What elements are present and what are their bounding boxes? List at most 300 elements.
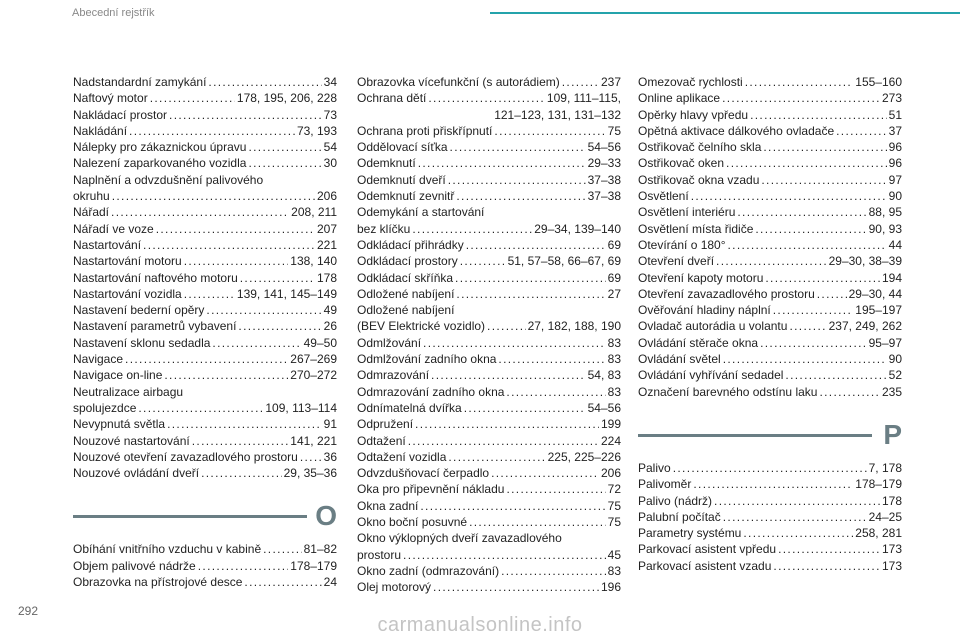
index-entry-line [638, 384, 902, 400]
dot-leader [263, 541, 302, 557]
watermark: carmanualsonline.info [377, 614, 583, 636]
dot-leader [129, 123, 295, 139]
index-column-1 [73, 74, 337, 590]
dot-leader [673, 460, 867, 476]
index-entry-line [73, 270, 337, 286]
index-entry-term: Označení barevného odstínu laku [638, 384, 818, 399]
index-entry-term: Odmlžování zadního okna [357, 352, 497, 367]
index-entry-pages: 208, 211 [291, 205, 337, 220]
index-entry [638, 74, 902, 90]
index-entry-line [73, 237, 337, 253]
index-entry [357, 481, 621, 497]
index-entry-term: Ovládání stěrače okna [638, 335, 759, 350]
dot-leader [778, 541, 880, 557]
dot-leader [184, 253, 289, 269]
index-entry-line [638, 172, 902, 188]
dot-leader [773, 558, 880, 574]
index-entry [73, 123, 337, 139]
index-entry [73, 574, 337, 590]
index-entry [638, 204, 902, 220]
index-entry-line [638, 237, 902, 253]
index-entry-term: Nouzové nastartování [73, 433, 190, 448]
dot-leader [300, 449, 322, 465]
index-entry-pages: 27, 182, 188, 190 [527, 319, 621, 334]
index-entry [638, 221, 902, 237]
index-entry-pages: 26 [323, 319, 337, 334]
index-entry [73, 172, 337, 205]
index-entry-pages: 72 [607, 482, 621, 497]
index-entry-term: Nouzové otevření zavazadlového prostoru [73, 449, 298, 464]
index-entry [357, 270, 621, 286]
index-entry-pages: 37–38 [587, 172, 621, 187]
index-entry [357, 155, 621, 171]
index-entry-pages: 81–82 [303, 542, 337, 557]
index-entry-pages: 75 [607, 515, 621, 530]
index-entry-pages: 225, 225–226 [547, 449, 621, 464]
index-entry-term: Odmrazování zadního okna [357, 384, 505, 399]
index-entry-term: Okno boční posuvné [357, 515, 468, 530]
index-entry-line [73, 400, 337, 416]
index-entry-line [73, 204, 337, 220]
index-entry [638, 384, 902, 400]
index-entry [357, 400, 621, 416]
index-entry-line [357, 579, 621, 595]
dot-leader [418, 155, 586, 171]
index-entry [357, 351, 621, 367]
dot-leader [743, 525, 853, 541]
index-entry-term: Nastavení sklonu sedadla [73, 335, 211, 350]
index-entry-line [638, 541, 902, 557]
index-entry-term: Navigace on-line [73, 368, 163, 383]
dot-leader [111, 204, 289, 220]
index-entry-pages: 196 [600, 580, 621, 595]
index-entry-term: Odemknutí [357, 156, 416, 171]
index-entry-pages: 97 [888, 172, 902, 187]
index-entry-pages: 109, 113–114 [265, 400, 337, 415]
index-entry-term: Odtažení vozidla [357, 449, 447, 464]
index-entry-term: Odemknutí zevnitř [357, 189, 455, 204]
index-entry [638, 460, 902, 476]
index-entry-pages: 199 [600, 417, 621, 432]
index-entry [638, 237, 902, 253]
index-entry [357, 465, 621, 481]
index-entry-pages: 51 [888, 107, 902, 122]
index-entry-line [73, 221, 337, 237]
index-entry [357, 530, 621, 563]
index-entry-line [638, 318, 902, 334]
section-divider-line [638, 434, 872, 437]
dot-leader [819, 384, 880, 400]
dot-leader [765, 270, 880, 286]
dot-leader [433, 579, 599, 595]
index-entry-pages: 206 [316, 189, 337, 204]
index-entry [73, 465, 337, 481]
dot-leader [469, 514, 606, 530]
index-entry-line [357, 253, 621, 269]
dot-leader [415, 416, 599, 432]
index-entry-term: Obíhání vnitřního vzduchu v kabině [73, 542, 262, 557]
index-entry-line [638, 286, 902, 302]
index-entry [638, 253, 902, 269]
index-entry-line [357, 465, 621, 481]
dot-leader [138, 400, 263, 416]
section-divider [638, 420, 902, 454]
index-entry-pages: 96 [888, 156, 902, 171]
dot-leader [722, 90, 880, 106]
index-entry-term: Opěrky hlavy vpředu [638, 107, 749, 122]
dot-leader [206, 302, 321, 318]
index-entry-pages: 221 [316, 237, 337, 252]
index-entry-pages: 24–25 [868, 509, 902, 524]
dot-leader [428, 90, 545, 106]
dot-leader [714, 493, 880, 509]
dot-leader [464, 400, 586, 416]
index-entry-pages: 95–97 [868, 335, 902, 350]
index-entry-line [73, 155, 337, 171]
index-entry-term-line: Odemykání a startování [357, 205, 485, 220]
index-entry [357, 237, 621, 253]
index-entry-line [357, 400, 621, 416]
index-entry-term: Nadstandardní zamykání [73, 75, 207, 89]
dot-leader [693, 476, 853, 492]
index-entry-term: Nevypnutá světla [73, 417, 166, 432]
index-entry [357, 253, 621, 269]
index-entry-term: Nastavení parametrů vybavení [73, 319, 237, 334]
index-entry [357, 498, 621, 514]
index-entry-pages: 36 [323, 449, 337, 464]
index-entry-pages: 141, 221 [290, 433, 337, 448]
index-entry [357, 433, 621, 449]
index-entry-line [638, 302, 902, 318]
index-entry-term: Parkovací asistent vzadu [638, 558, 772, 573]
index-entry-term: Otevření kapoty motoru [638, 270, 764, 285]
index-entry-term: Navigace [73, 352, 124, 367]
index-entry-line [638, 107, 902, 123]
index-entry [357, 188, 621, 204]
index-entry-term: Odmlžování [357, 335, 422, 350]
index-entry [357, 74, 621, 90]
index-entry-line [357, 139, 621, 155]
index-entry-pages: 54, 83 [587, 368, 621, 383]
index-entry-term: Odkládací přihrádky [357, 237, 464, 252]
index-entry-term: Odmrazování [357, 368, 430, 383]
index-entry-pages: 54–56 [587, 140, 621, 155]
index-entry-term: Palivoměr [638, 477, 692, 492]
dot-leader [456, 286, 605, 302]
index-entry-term-line: Neutralizace airbagu [73, 384, 184, 399]
dot-leader [723, 351, 887, 367]
index-entry-pages: 29–30, 44 [848, 286, 902, 301]
dot-leader [755, 221, 866, 237]
index-entry [357, 579, 621, 595]
index-entry [357, 286, 621, 302]
index-entry-line [638, 155, 902, 171]
dot-leader [240, 270, 315, 286]
index-entry-pages: 51, 57–58, 66–67, 69 [507, 254, 621, 269]
index-entry-line [638, 351, 902, 367]
index-entry-term: Oddělovací síťka [357, 140, 448, 155]
index-entry [638, 335, 902, 351]
index-entry-pages: 96 [888, 140, 902, 155]
dot-leader [726, 155, 887, 171]
dot-leader [455, 270, 606, 286]
index-entry-line [638, 493, 902, 509]
index-entry [638, 476, 902, 492]
index-entry-term: Opětná aktivace dálkového ovladače [638, 123, 835, 138]
index-entry-line [73, 574, 337, 590]
index-entry-line [357, 123, 621, 139]
index-entry [73, 558, 337, 574]
index-entry [73, 107, 337, 123]
dot-leader [773, 302, 854, 318]
section-divider [73, 501, 337, 535]
dot-leader [491, 465, 599, 481]
index-entry [638, 351, 902, 367]
index-entry-term: Nálepky pro zákaznickou úpravu [73, 140, 247, 155]
index-entry-line [638, 270, 902, 286]
dot-leader [167, 416, 322, 432]
index-entry-pages: 258, 281 [855, 526, 902, 541]
index-entry-line [357, 286, 621, 302]
index-entry-term: Parametry systému [638, 526, 742, 541]
dot-leader [785, 367, 886, 383]
dot-leader [761, 172, 886, 188]
index-entry-line [638, 476, 902, 492]
index-entry-line [357, 155, 621, 171]
header-accent-line [490, 12, 960, 14]
dot-leader [760, 335, 867, 351]
index-entry-term: Olej motorový [357, 580, 432, 595]
index-entry-pages: 237 [600, 75, 621, 89]
index-entry-pages: 29–33 [587, 156, 621, 171]
index-entry-line [638, 525, 902, 541]
index-entry-line [73, 465, 337, 481]
index-entry-line [357, 547, 621, 563]
index-entry-pages: 90 [888, 189, 902, 204]
index-entry-pages: 29, 35–36 [283, 466, 337, 481]
index-entry-term: Odvzdušňovací čerpadlo [357, 466, 490, 481]
index-entry-pages: 270–272 [290, 368, 337, 383]
index-entry [638, 525, 902, 541]
index-entry-line [357, 384, 621, 400]
index-entry [73, 335, 337, 351]
dot-leader [201, 465, 282, 481]
index-entry-pages: 37 [888, 123, 902, 138]
index-entry-line [638, 253, 902, 269]
index-entry [357, 416, 621, 432]
index-entry [357, 384, 621, 400]
index-entry-pages: 267–269 [290, 352, 337, 367]
index-entry-line [638, 90, 902, 106]
index-entry-term: Nastartování motoru [73, 254, 182, 269]
section-divider-line [73, 515, 307, 518]
index-entry [638, 172, 902, 188]
index-entry-pages: 273 [881, 91, 902, 106]
dot-leader [156, 221, 315, 237]
index-entry-pages: 75 [607, 123, 621, 138]
index-entry [73, 74, 337, 90]
index-entry-line [73, 433, 337, 449]
index-entry-line [73, 367, 337, 383]
index-entry-line [73, 318, 337, 334]
index-entry-term: Nastavení bederní opěry [73, 303, 205, 318]
index-entry-line [357, 172, 621, 188]
index-entry-line [73, 302, 337, 318]
index-entry-term: Nastartování naftového motoru [73, 270, 238, 285]
index-entry [638, 367, 902, 383]
index-entry-term: Palubní počítač [638, 509, 721, 524]
index-entry [638, 509, 902, 525]
index-entry-pages: 195–197 [855, 303, 902, 318]
index-entry-pages: 83 [607, 335, 621, 350]
index-entry-line [73, 416, 337, 432]
section-letter: O [315, 500, 337, 532]
index-entry [73, 237, 337, 253]
index-entry-term: Naftový motor [73, 91, 148, 106]
index-entry-pages: 34 [323, 75, 337, 89]
index-entry-pages: 73 [323, 107, 337, 122]
index-entry-line [73, 107, 337, 123]
index-entry-term: Ochrana proti přiskřípnutí [357, 123, 493, 138]
index-entry-pages-continued: 121–123, 131, 131–132 [494, 107, 621, 122]
index-entry [73, 351, 337, 367]
index-entry-line [638, 558, 902, 574]
index-entry [73, 90, 337, 106]
index-entry-term: Online aplikace [638, 91, 721, 106]
index-entry-term: Obrazovka na přístrojové desce [73, 575, 243, 590]
index-entry-pages: 83 [607, 352, 621, 367]
index-entry-line [357, 90, 621, 106]
index-entry-term: Nakládací prostor [73, 107, 168, 122]
index-entry-term: Otevírání o 180° [638, 237, 726, 252]
dot-leader [448, 449, 545, 465]
index-entry-line [73, 90, 337, 106]
index-entry-line [357, 270, 621, 286]
page-number: 292 [18, 604, 39, 618]
index-entry-term: Odkládací skříňka [357, 270, 454, 285]
index-entry [73, 270, 337, 286]
index-entry-line [73, 123, 337, 139]
index-entry [73, 221, 337, 237]
index-entry-pages: 155–160 [855, 75, 902, 89]
dot-leader [763, 139, 886, 155]
index-entry-line [357, 237, 621, 253]
index-entry [638, 493, 902, 509]
dot-leader [192, 433, 289, 449]
index-entry-line [357, 318, 621, 334]
index-entry-line [638, 74, 902, 90]
index-entry-term: Obrazovka vícefunkční (s autorádiem) [357, 75, 560, 89]
index-entry-pages: 54–56 [587, 400, 621, 415]
dot-leader [460, 253, 506, 269]
index-entry-line [638, 204, 902, 220]
index-entry-pages: 30 [323, 156, 337, 171]
index-entry-pages: 90, 93 [868, 221, 902, 236]
index-entry-line [638, 460, 902, 476]
index-entry-pages: 237, 249, 262 [828, 319, 902, 334]
index-entry [357, 302, 621, 335]
index-entry-pages: 49 [323, 303, 337, 318]
index-entry [638, 107, 902, 123]
index-entry-term: Ovládání vyhřívání sedadel [638, 368, 784, 383]
index-entry-pages: 69 [607, 237, 621, 252]
dot-leader [403, 547, 606, 563]
index-entry [73, 449, 337, 465]
index-entry [73, 253, 337, 269]
index-entry-pages: 29–34, 139–140 [534, 221, 621, 236]
dot-leader [420, 498, 605, 514]
index-entry-term: Osvětlení místa řidiče [638, 221, 754, 236]
index-entry-term: Odpružení [357, 417, 414, 432]
index-entry-term: Nalezení zaparkovaného vozidla [73, 156, 247, 171]
index-entry-pages: 90 [888, 352, 902, 367]
dot-leader [125, 351, 288, 367]
dot-leader [184, 286, 235, 302]
index-entry [638, 270, 902, 286]
index-entry-pages: 207 [316, 221, 337, 236]
dot-leader [750, 107, 887, 123]
index-column-3 [638, 74, 902, 574]
index-entry [638, 558, 902, 574]
index-entry [73, 433, 337, 449]
index-entry [638, 155, 902, 171]
dot-leader [248, 139, 321, 155]
dot-leader [501, 563, 606, 579]
index-entry-pages: 29–30, 38–39 [828, 254, 902, 269]
index-entry [638, 541, 902, 557]
index-entry [357, 172, 621, 188]
dot-leader [466, 237, 606, 253]
index-entry-pages: 88, 95 [868, 205, 902, 220]
index-entry-term: Nářadí ve voze [73, 221, 154, 236]
index-entry-term: (BEV Elektrické vozidlo) [357, 319, 486, 334]
index-entry-term: Osvětlení interiéru [638, 205, 736, 220]
dot-leader [423, 335, 606, 351]
index-entry-pages: 69 [607, 270, 621, 285]
index-entry-line [73, 74, 337, 90]
dot-leader [408, 433, 599, 449]
index-entry-term: Nářadí [73, 205, 110, 220]
index-entry [357, 90, 621, 123]
index-entry-line [638, 123, 902, 139]
dot-leader [212, 335, 301, 351]
index-entry-pages: 83 [607, 384, 621, 399]
index-entry-term: Ověřování hladiny náplní [638, 303, 771, 318]
index-entry-term-line: Okno výklopných dveří zavazadlového [357, 531, 562, 546]
index-entry-pages: 24 [323, 575, 337, 590]
index-entry-line [73, 541, 337, 557]
index-entry-pages: 75 [607, 498, 621, 513]
dot-leader [164, 367, 288, 383]
index-entry-line [357, 367, 621, 383]
index-entry [73, 384, 337, 417]
dot-leader [498, 351, 605, 367]
index-entry-pages: 178 [316, 270, 337, 285]
index-entry-term: Otevření zavazadlového prostoru [638, 286, 815, 301]
index-entry-line [638, 509, 902, 525]
index-entry [638, 188, 902, 204]
dot-leader [112, 188, 315, 204]
index-entry-term: Otevření dveří [638, 254, 715, 269]
dot-leader [169, 107, 322, 123]
index-entry-pages: 178–179 [290, 558, 337, 573]
index-entry-line [638, 188, 902, 204]
index-entry-term: Nastartování [73, 237, 142, 252]
index-entry [357, 563, 621, 579]
index-entry-term-line: Naplnění a odvzdušnění palivového [73, 172, 264, 187]
dot-leader [448, 172, 586, 188]
index-entry-term: bez klíčku [357, 221, 411, 236]
